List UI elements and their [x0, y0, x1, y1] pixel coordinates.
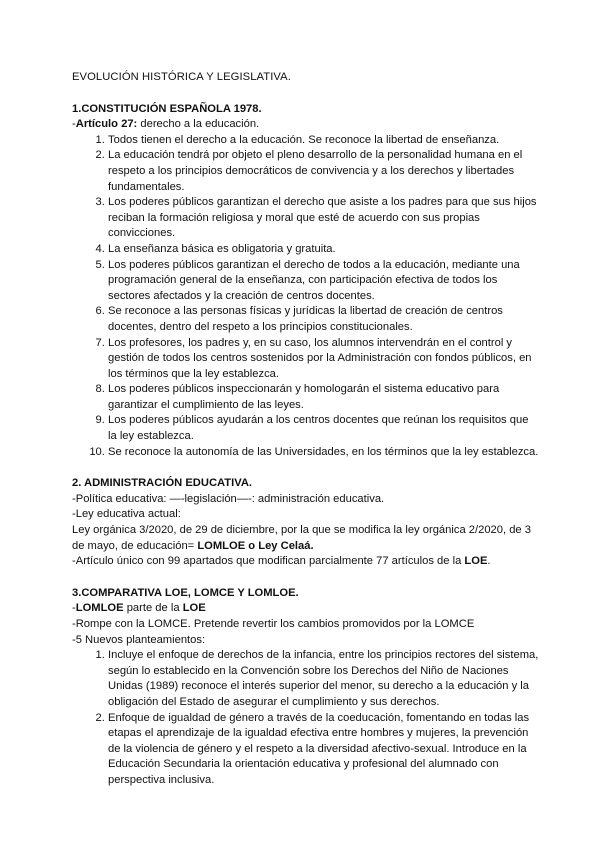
list-item: 1. Incluye el enfoque de derechos de la infancia, entre los principios rectores del sistema, según lo establecido en la Convención sobre los Derechos del Niño de Naciones Unidas (1989) reconoce el interés superior del menor, su derecho a la educación y la obligación del Estado de asegurar el cumplimiento y sus derechos.	[108, 648, 540, 710]
constitution-list	[72, 133, 540, 460]
articulo-unico-line	[72, 554, 540, 570]
section-heading-administracion: 2. ADMINISTRACIÓN EDUCATIVA.	[72, 477, 253, 490]
loe-bold: LOE	[182, 602, 206, 615]
planteamientos-line: -5 Nuevos planteamientos:	[72, 633, 206, 646]
ley-organica-text: Ley orgánica 3/2020, de 29 de diciembre, por la que se modifica la ley orgánica 2/2020, de 3 de mayo, de educación=	[72, 524, 531, 552]
lomloe-line	[72, 601, 540, 617]
list-item: 3. Los poderes públicos garantizan el derecho que asiste a los padres para que sus hijos reciban la formación religiosa y moral que esté de acuerdo con sus propias convicciones.	[108, 195, 540, 242]
article-text: derecho a la educación.	[137, 118, 260, 131]
ley-actual-line: -Ley educativa actual:	[72, 508, 181, 521]
list-item: 2. Enfoque de igualdad de género a través de la coeducación, fomentando en todas las etapas el aprendizaje de la igualdad efectiva entre hombres y mujeres, la prevención de la violencia de género y el respeto a la diversidad afectivo-sexual. Introduce en la Educación Secundaria la orientación educativa y profesional del alumnado con perspectiva inclusiva.	[108, 711, 540, 789]
lomloe-prefix: -	[72, 602, 76, 615]
list-item: 5. Los poderes públicos garantizan el derecho de todos a la educación, mediante una programación general de la enseñanza, con participación efectiva de todos los sectores afectados y la creación de centros docentes.	[108, 258, 540, 305]
article-line	[72, 117, 540, 133]
list-item: 7. Los profesores, los padres y, en su caso, los alumnos intervendrán en el control y gestión de todos los centros sostenidos por la Administración con fondos públicos, en los términos que la ley establezca.	[108, 336, 540, 383]
spacer	[72, 460, 540, 476]
article-label: Artículo 27:	[75, 118, 138, 131]
list-item: 1. Todos tienen el derecho a la educación. Se reconoce la libertad de enseñanza.	[108, 133, 540, 149]
document-title: EVOLUCIÓN HISTÓRICA Y LEGISLATIVA.	[72, 71, 291, 83]
ley-organica-line	[72, 523, 540, 554]
planteamientos-list	[72, 648, 540, 788]
list-item: 6. Se reconoce a las personas físicas y jurídicas la libertad de creación de centros docentes, dentro del respeto a los principios constitucionales.	[108, 304, 540, 335]
rompe-line: -Rompe con la LOMCE. Pretende revertir los cambios promovidos por la LOMCE	[72, 618, 475, 630]
articulo-unico-end: .	[487, 555, 491, 568]
lomloe-text: parte de la	[123, 602, 183, 615]
list-item: 9. Los poderes públicos ayudarán a los centros docentes que reúnan los requisitos que la ley establezca.	[108, 413, 540, 444]
lomloe-name: LOMLOE o Ley Celaá.	[197, 539, 314, 552]
article-prefix: -	[72, 118, 76, 131]
spacer	[72, 570, 540, 586]
list-item: 4. La enseñanza básica es obligatoria y gratuita.	[108, 242, 540, 258]
loe-name: LOE	[464, 555, 488, 568]
list-item: 2. La educación tendrá por objeto el pleno desarrollo de la personalidad humana en el respeto a los principios democráticos de convivencia y a los derechos y libertades fundamentales.	[108, 148, 540, 195]
list-item: 10. Se reconoce la autonomía de las Universidades, en los términos que la ley establezca.	[108, 445, 540, 461]
lomloe-bold: LOMLOE	[75, 602, 124, 615]
section-heading-constitucion: 1.CONSTITUCIÓN ESPAÑOLA 1978.	[72, 102, 262, 115]
articulo-unico-text: -Artículo único con 99 apartados que modifican parcialmente 77 artículos de la	[72, 555, 465, 568]
politica-line: -Política educativa: —-legislación—-: administración educativa.	[72, 492, 385, 505]
list-item: 8. Los poderes públicos inspeccionarán y homologarán el sistema educativo para garantizar el cumplimiento de las leyes.	[108, 382, 540, 413]
section-heading-comparativa: 3.COMPARATIVA LOE, LOMCE Y LOMLOE.	[72, 586, 299, 599]
